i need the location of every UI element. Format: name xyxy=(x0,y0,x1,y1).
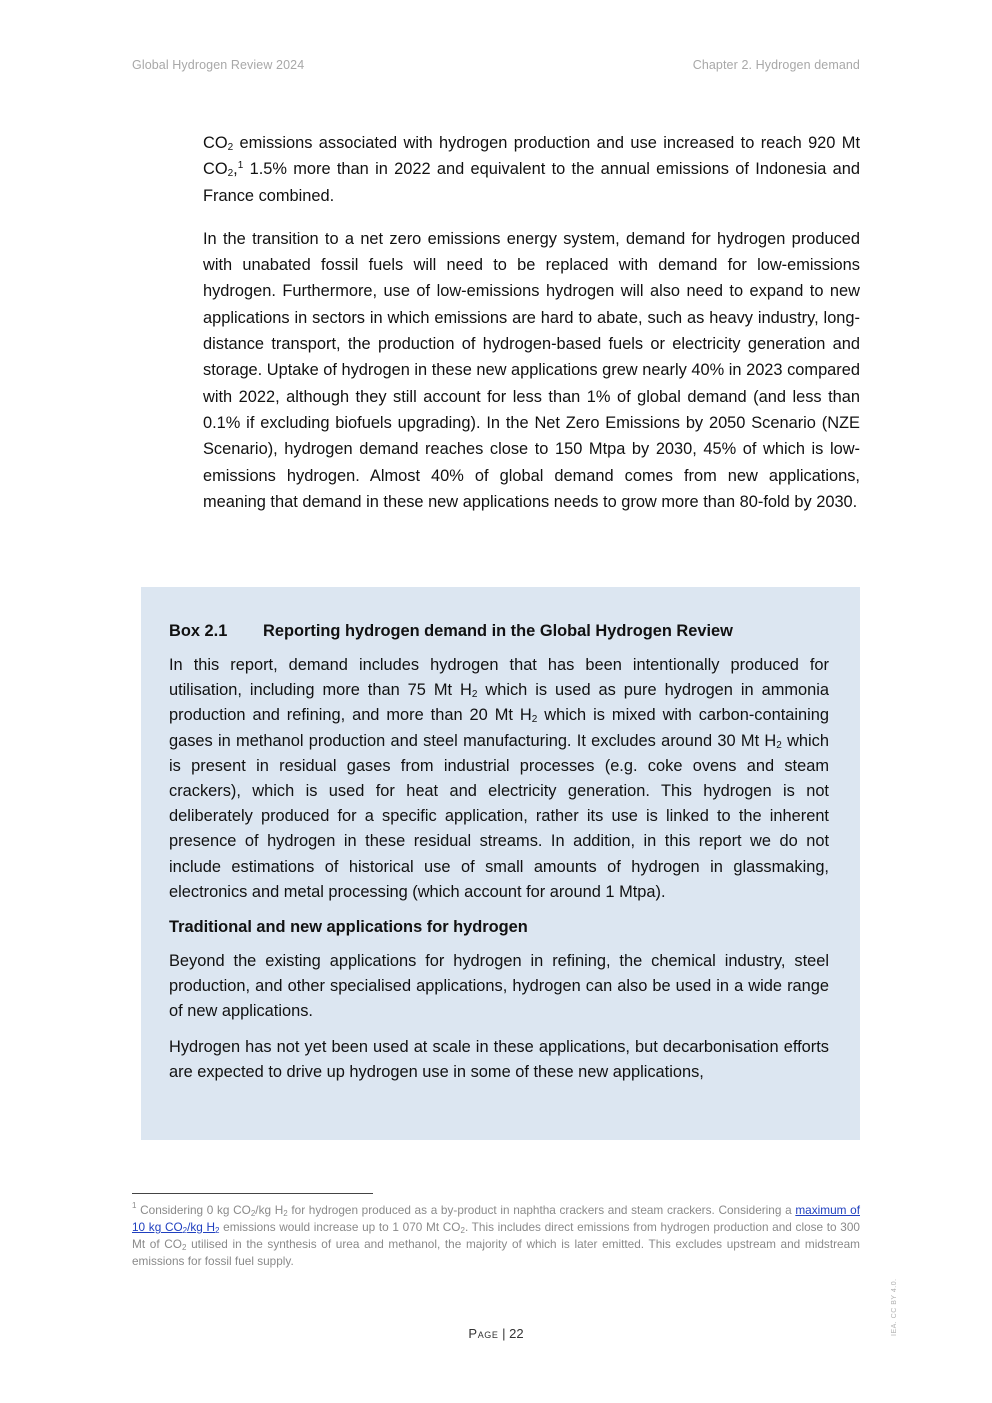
box-paragraph-definition: In this report, demand includes hydrogen that has been intentionally produced for utilisation, including more than 75 Mt $H_2$ which is used as pure hydrogen in ammonia production and refining, and more than 20 Mt $H_2$ which is mixed with carbon-containing gases in methanol production and steel manufacturing. It excludes around 30 Mt $H_2$ which is present in residual gases from industrial processes (e.g. coke ovens and steam crackers), which is used for heat and electricity generation. This hydrogen is not deliberately produced for a specific application, rather its use is linked to the inherent presence of hydrogen in these residual streams. In addition, in this report we do not include estimations of historical use of small amounts of hydrogen in glassmaking, electronics and metal processing (which account for around 1 Mtpa). xyxy=(169,656,829,901)
footnote-marker: 1 xyxy=(132,1201,137,1210)
box-paragraph-applications: Beyond the existing applications for hydrogen in refining, the chemical industry, steel production, and other specialised applications, hydrogen can also be used in a wide range of new applications. xyxy=(169,952,829,1021)
footnote-reference[interactable]: 1 xyxy=(237,160,244,172)
page-number: Page | 22 xyxy=(468,1326,524,1341)
paragraph-emissions: $CO_2$ emissions associated with hydrogen production and use increased to reach 920 Mt $CO_2,^1$ 1.5% more than in 2022 and equivalent to the annual emissions of Indonesia and France combined. xyxy=(203,134,860,205)
box-title-text: Reporting hydrogen demand in the Global Hydrogen Review xyxy=(263,622,733,640)
box-title xyxy=(169,619,829,643)
page-number-value: 22 xyxy=(509,1326,524,1341)
header-report-title: Global Hydrogen Review 2024 xyxy=(132,58,305,72)
box-number: Box 2.1 xyxy=(169,622,228,640)
footnote-divider xyxy=(132,1193,373,1194)
page-label: Page xyxy=(468,1326,499,1341)
footnote-link[interactable]: maximum of 10 kg $CO_2/kg$ $H_2$ xyxy=(132,1203,860,1235)
box-subheading: Traditional and new applications for hydrogen xyxy=(169,918,528,937)
header-chapter-title: Chapter 2. Hydrogen demand xyxy=(692,58,860,72)
box-paragraph-scale: Hydrogen has not yet been used at scale in these applications, but decarbonisation efforts are expected to drive up hydrogen use in some of these new applications, xyxy=(169,1037,829,1081)
info-box xyxy=(141,587,860,1140)
license-credit: IEA. CC BY 4.0. xyxy=(891,1278,898,1336)
footnote: $^1$ Considering 0 kg $CO_2/kg$ $H_2$ for hydrogen produced as a by-product in naphtha crackers and steam crackers. Considering a maximum of 10 kg $CO_2/kg$ $H_2$ emissions would increase up to 1 070 Mt $CO_2$. This includes direct emissions from hydrogen production and close to 300 Mt of $CO_2$ utilised in the synthesis of urea and methanol, the majority of which is later emitted. This excludes upstream and midstream emissions for fossil fuel supply. xyxy=(132,1201,860,1268)
paragraph-transition: In the transition to a net zero emissions energy system, demand for hydrogen produced with unabated fossil fuels will need to be replaced with demand for low-emissions hydrogen. Furthermore, use of low-emissions hydrogen will also need to expand to new applications in sectors in which emissions are hard to abate, such as heavy industry, long-distance transport, the production of hydrogen-based fuels or electricity generation and storage. Uptake of hydrogen in these new applications grew nearly 40% in 2023 compared with 2022, although they still account for less than 1% of global demand (and less than 0.1% if excluding biofuels upgrading). In the Net Zero Emissions by 2050 Scenario (NZE Scenario), hydrogen demand reaches close to 150 Mtpa by 2030, 45% of which is low-emissions hydrogen. Almost 40% of global demand comes from new applications, meaning that demand in these new applications needs to grow more than 80-fold by 2030. xyxy=(203,229,860,511)
body-text xyxy=(203,130,860,532)
